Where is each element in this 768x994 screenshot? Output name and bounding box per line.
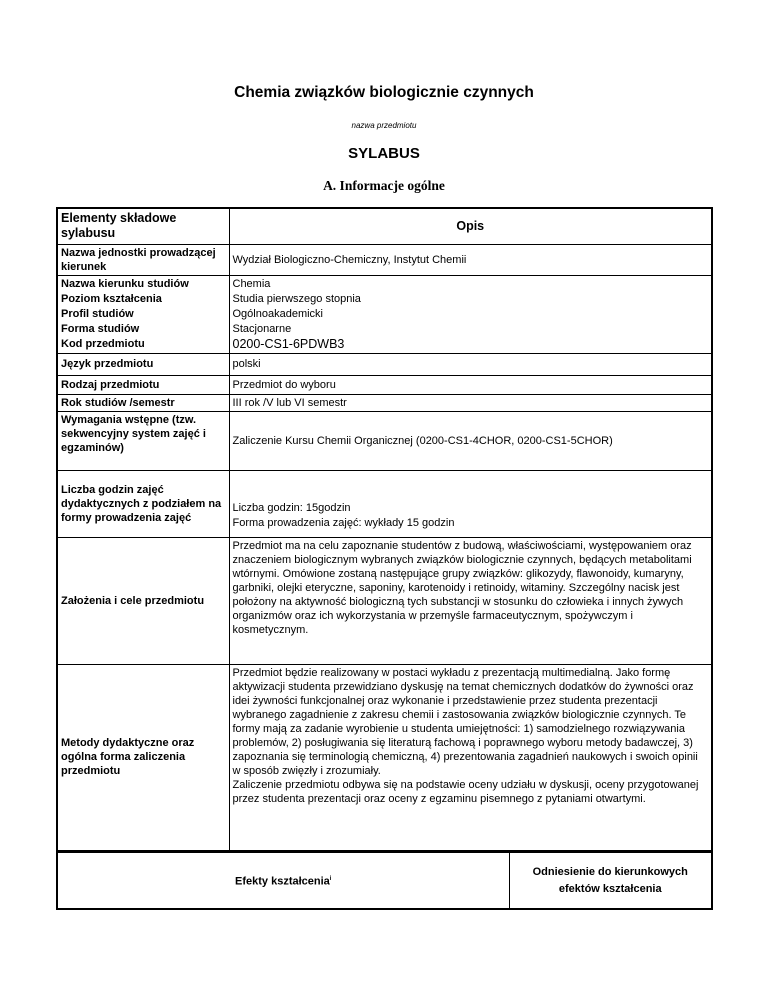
row-value: Przedmiot do wyboru (229, 375, 712, 394)
table-header-row (57, 208, 712, 244)
row-label: Metody dydaktyczne oraz ogólna forma zaliczenia przedmiotu (57, 664, 229, 851)
col-header-reference-line: efektów kształcenia (558, 882, 662, 895)
row-label: Nazwa kierunku studiów (61, 277, 189, 290)
row-label: Liczba godzin zajęć dydaktycznych z podziałem na formy prowadzenia zajęć (57, 470, 229, 537)
row-label: Rodzaj przedmiotu (57, 375, 229, 394)
table-row (57, 244, 712, 275)
row-label: Założenia i cele przedmiotu (57, 537, 229, 664)
row-value: Zaliczenie przedmiotu odbywa się na podstawie oceny udziału w dyskusji, oceny przygotowanej przez studenta prezentacji oraz oceny z egzaminu pisemnego z pytaniami otwartymi. (232, 778, 699, 805)
col-header-description: Opis (229, 208, 712, 244)
col-header-outcomes-label: Efekty kształcenia (235, 875, 330, 888)
col-header-reference-line: Odniesienie do kierunkowych (532, 865, 688, 878)
table-row (57, 275, 712, 353)
course-title: Chemia związków biologicznie czynnych (234, 84, 534, 101)
table-row (57, 394, 712, 411)
table-row (57, 537, 712, 664)
row-value: Przedmiot ma na celu zapoznanie studentów z budową, właściwościami, występowaniem oraz znaczeniem biologicznym wybranych związków biologicznie czynnych, będących metabolitami wtórnymi. Omówione zostaną następujące grupy związków: glikozydy, flawonoidy, kumaryny, garbniki, olejki eteryczne, saponiny, karotenoidy i retinoidy, witaminy. Szczególny nacisk jest położony na aktywność biologiczną tych substancji w stosunku do człowieka i innych żywych organizmów oraz ich wykorzystania w przemyśle farmaceutycznym, spożywczym i kosmetycznym. (229, 537, 712, 664)
col-header-outcomes (57, 852, 509, 909)
row-value: polski (229, 353, 712, 375)
row-value-group (229, 275, 712, 353)
row-label-group (57, 275, 229, 353)
learning-outcomes-table (56, 851, 713, 910)
course-title-caption: nazwa przedmiotu (351, 121, 417, 130)
table-header-row (57, 852, 712, 909)
row-value: Wydział Biologiczno-Chemiczny, Instytut Chemii (229, 244, 712, 275)
row-value-group (229, 664, 712, 851)
table-row (57, 353, 712, 375)
table-row (57, 375, 712, 394)
document-type: SYLABUS (348, 145, 420, 162)
footnote-mark: i (329, 875, 332, 882)
table-row (57, 470, 712, 537)
table-row (57, 411, 712, 470)
row-value: Studia pierwszego stopnia (232, 292, 361, 305)
row-label: Forma studiów (61, 322, 140, 335)
row-value: Forma prowadzenia zajęć: wykłady 15 godzin (232, 516, 455, 529)
row-value: Liczba godzin: 15godzin (232, 501, 351, 514)
row-value: Stacjonarne (232, 322, 292, 335)
section-heading: A. Informacje ogólne (323, 178, 445, 193)
row-value: Ogólnoakademicki (232, 307, 323, 320)
row-label: Język przedmiotu (57, 353, 229, 375)
row-label: Poziom kształcenia (61, 292, 162, 305)
col-header-reference (509, 852, 712, 909)
row-value: 0200-CS1-6PDWB3 (232, 336, 345, 351)
table-row (57, 664, 712, 851)
row-label: Wymagania wstępne (tzw. sekwencyjny system zajęć i egzaminów) (57, 411, 229, 470)
row-label: Rok studiów /semestr (57, 394, 229, 411)
row-value: Przedmiot będzie realizowany w postaci wykładu z prezentacją multimedialną. Jako formę aktywizacji studenta przewidziano dyskusję na temat chemicznych dodatków do żywności oraz idei żywności funkcjonalnej oraz wykonanie i przedstawienie przez studenta prezentacji wybranego zagadnienie z zakresu chemii i zastosowania związków biologicznie czynnych. Te formy mają za zadanie wyrobienie u studenta umiejętności: 1) samodzielnego rozwiązywania problemów, 2) posługiwania się literaturą fachową i poprawnego wyboru metody badawczej, 3) zapoznania się terminologią chemiczną, 4) prezentowania zagadnień naukowych i swoich opinii w sposób zwięzły i zrozumiały. (232, 666, 698, 777)
row-value: Chemia (232, 277, 271, 290)
row-label: Nazwa jednostki prowadzącej kierunek (57, 244, 229, 275)
row-label: Profil studiów (61, 307, 134, 320)
col-header-elements: Elementy składowe sylabusu (57, 208, 229, 244)
row-label: Kod przedmiotu (61, 337, 145, 350)
row-value: III rok /V lub VI semestr (229, 394, 712, 411)
row-value-group (229, 470, 712, 537)
row-value: Zaliczenie Kursu Chemii Organicznej (0200-CS1-4CHOR, 0200-CS1-5CHOR) (229, 411, 712, 470)
syllabus-table (56, 207, 713, 852)
